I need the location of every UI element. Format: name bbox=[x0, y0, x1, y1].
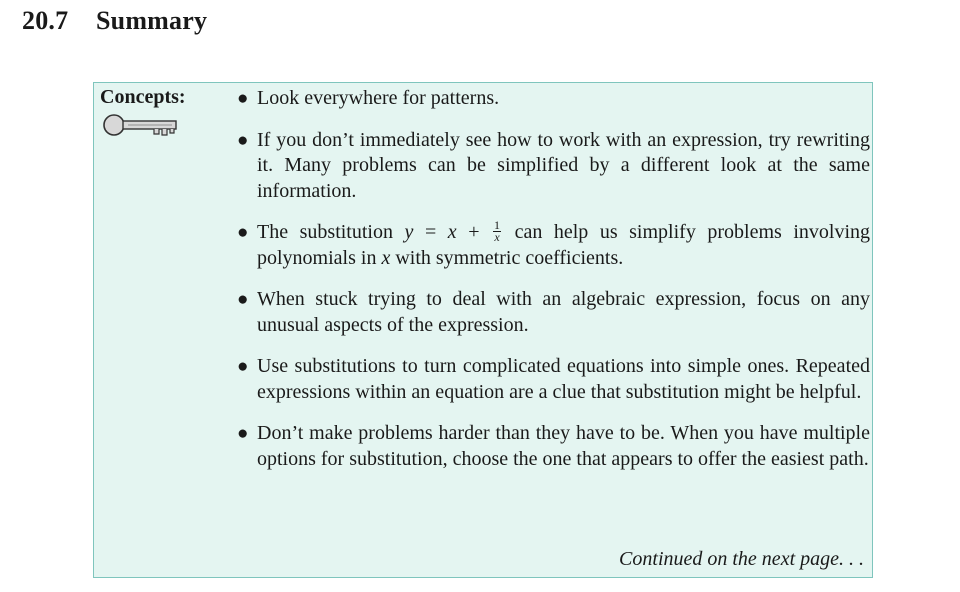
fraction: $\frac{1}{x}$ bbox=[494, 217, 501, 244]
list-item bbox=[236, 287, 870, 338]
bullet-text: Look everywhere for patterns. bbox=[257, 87, 500, 109]
list-item bbox=[236, 421, 870, 472]
concepts-list bbox=[236, 86, 870, 488]
bullet-icon: ● bbox=[237, 423, 249, 444]
list-item bbox=[236, 354, 870, 405]
list-item bbox=[236, 86, 870, 112]
bullet-text: The substitution y = x + $\frac{1}{x}$ can help us simplify problems involving polynomials in x with symmetric coefficients. bbox=[257, 217, 871, 269]
bullet-icon: ● bbox=[237, 88, 249, 109]
bullet-icon: ● bbox=[237, 356, 249, 377]
concepts-box bbox=[93, 82, 873, 578]
bullet-text: When stuck trying to deal with an algebraic expression, focus on any unusual aspects of the expression. bbox=[257, 288, 870, 336]
bullet-icon: ● bbox=[237, 129, 249, 151]
list-item bbox=[236, 128, 870, 205]
section-number: 20.7 bbox=[22, 6, 69, 35]
section-title: Summary bbox=[96, 6, 208, 35]
list-item bbox=[236, 217, 871, 271]
section-heading bbox=[22, 6, 207, 36]
bullet-text: If you don’t immediately see how to work with an expression, try rewriting it. Many problems can be simplified by a different look at the same information. bbox=[257, 128, 870, 202]
bullet-text: Use substitutions to turn complicated equations into simple ones. Repeated expressions within an equation are a clue that substitution might be helpful. bbox=[257, 355, 870, 403]
bullet-icon: ● bbox=[237, 289, 249, 310]
key-icon bbox=[102, 113, 178, 137]
bullet-icon: ● bbox=[237, 222, 249, 243]
concepts-label: Concepts: bbox=[100, 86, 186, 108]
bullet-text: Don’t make problems harder than they have to be. When you have multiple options for substitution, choose the one that appears to offer the easiest path. bbox=[257, 422, 870, 470]
continued-note: Continued on the next page. . . bbox=[619, 548, 864, 570]
